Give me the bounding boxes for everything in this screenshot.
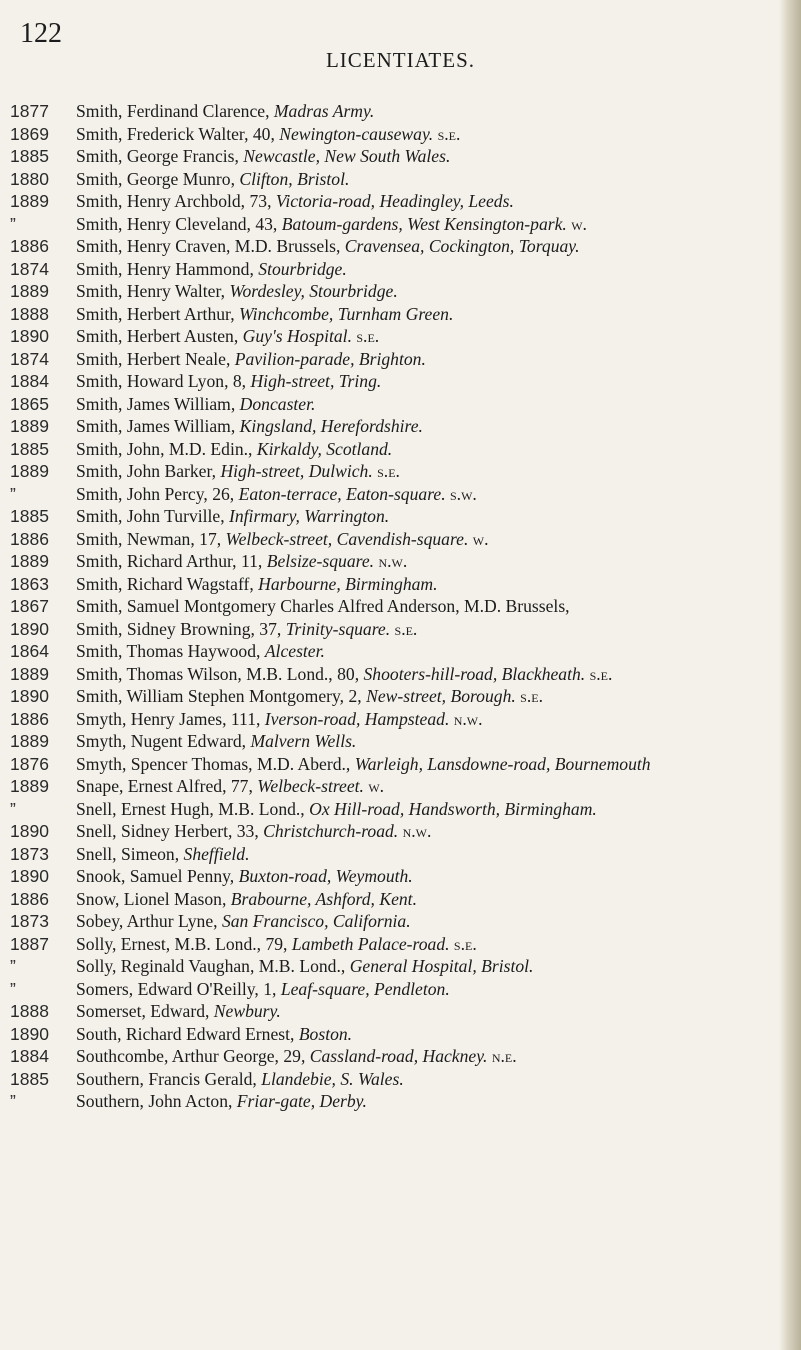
entry-year: 1869 xyxy=(10,123,49,144)
entry-name: Southcombe, Arthur George, 29, xyxy=(76,1046,310,1066)
list-item xyxy=(0,753,801,776)
entry-text xyxy=(34,1000,801,1023)
entry-text xyxy=(34,978,801,1001)
entry-text xyxy=(34,865,801,888)
entry-address: Ox Hill-road, Handsworth, Birmingham. xyxy=(309,798,597,819)
entry-text xyxy=(34,415,801,438)
entry-district: w. xyxy=(566,213,587,234)
list-item xyxy=(0,190,801,213)
entry-address: Belsize-square. xyxy=(266,551,375,571)
entry-district: s.w. xyxy=(445,483,477,504)
list-item xyxy=(0,168,801,191)
entry-name: Snell, Sidney Herbert, 33, xyxy=(76,821,264,841)
entry-name: Somerset, Edward, xyxy=(76,1001,214,1021)
entry-year: 1874 xyxy=(10,348,49,369)
entry-address: Harbourne, Birmingham. xyxy=(258,573,438,594)
entry-text xyxy=(34,730,801,753)
entry-name: Snell, Ernest Hugh, M.B. Lond., xyxy=(76,798,310,819)
entry-district: s.e. xyxy=(449,933,477,954)
entry-text xyxy=(34,303,801,326)
entry-year: 1889 xyxy=(10,281,49,301)
entry-text xyxy=(34,235,801,258)
entry-text xyxy=(34,843,801,866)
entry-district: n.w. xyxy=(374,551,408,571)
entry-name: Smyth, Nugent Edward, xyxy=(76,731,251,751)
list-item xyxy=(0,798,801,821)
entry-text xyxy=(34,348,801,371)
entry-year: 1886 xyxy=(10,708,49,729)
entry-address: Infirmary, Warrington. xyxy=(229,506,390,526)
entry-name: Smith, Newman, 17, xyxy=(76,528,226,549)
entry-year: 1890 xyxy=(10,821,49,841)
entry-year: ” xyxy=(10,1091,16,1111)
entry-name: Smith, William Stephen Montgomery, 2, xyxy=(76,686,367,706)
list-item xyxy=(0,708,801,731)
list-item xyxy=(0,955,801,978)
entry-text xyxy=(34,393,801,416)
entry-address: Wordesley, Stourbridge. xyxy=(229,281,398,301)
entry-address: Newcastle, New South Wales. xyxy=(243,146,451,166)
entry-year: 1886 xyxy=(10,236,49,256)
entry-year: 1867 xyxy=(10,596,49,616)
entry-address: Welbeck-street, Cavendish-square. xyxy=(225,528,469,549)
list-item xyxy=(0,325,801,348)
list-item xyxy=(0,235,801,258)
entry-year: 1890 xyxy=(10,686,49,706)
entry-address: Batoum-gardens, West Kensington-park. xyxy=(281,213,567,234)
entry-year: 1889 xyxy=(10,461,49,481)
entry-name: Snook, Samuel Penny, xyxy=(76,866,239,886)
entry-year: 1890 xyxy=(10,326,49,346)
entry-year: 1884 xyxy=(10,371,49,391)
licentiates-list xyxy=(0,100,801,1113)
entry-text xyxy=(34,708,801,731)
list-item xyxy=(0,618,801,641)
list-item xyxy=(0,865,801,888)
list-item xyxy=(0,685,801,708)
entry-address: Madras Army. xyxy=(273,101,375,121)
entry-text xyxy=(34,123,801,146)
entry-text xyxy=(34,145,801,168)
entry-year: 1888 xyxy=(10,303,49,324)
entry-year: 1886 xyxy=(10,528,49,549)
entry-text xyxy=(34,573,801,596)
entry-text xyxy=(34,325,801,348)
entry-name: Smyth, Henry James, 111, xyxy=(76,708,265,729)
list-item xyxy=(0,438,801,461)
entry-address: Malvern Wells. xyxy=(250,731,357,751)
entry-district: n.w. xyxy=(398,821,432,841)
entry-address: General Hospital, Bristol. xyxy=(349,956,534,976)
running-head: LICENTIATES. xyxy=(325,48,476,72)
list-item xyxy=(0,843,801,866)
entry-address: Trinity-square. xyxy=(285,618,391,639)
page-number: 122 xyxy=(20,18,62,49)
entry-address: Alcester. xyxy=(264,641,325,661)
entry-year: 1890 xyxy=(10,618,49,639)
entry-year: 1873 xyxy=(10,911,49,931)
entry-text xyxy=(34,1023,801,1046)
list-item xyxy=(0,663,801,686)
entry-district: s.e. xyxy=(390,618,418,639)
entry-text xyxy=(34,685,801,708)
entry-name: Smith, John Turville, xyxy=(76,506,230,526)
list-item xyxy=(0,213,801,236)
entry-year: 1890 xyxy=(10,1023,49,1044)
entry-district: s.e. xyxy=(585,663,613,684)
entry-name: Smith, John Barker, xyxy=(76,461,221,481)
entry-year: ” xyxy=(10,978,16,999)
entry-text xyxy=(34,955,801,978)
entry-name: Southern, Francis Gerald, xyxy=(76,1068,262,1089)
entry-year: 1889 xyxy=(10,731,49,751)
list-item xyxy=(0,888,801,911)
entry-address: Eaton-terrace, Eaton-square. xyxy=(238,483,446,504)
entry-text xyxy=(34,505,801,528)
entry-address: Cassland-road, Hackney. xyxy=(309,1046,488,1066)
entry-text xyxy=(34,280,801,303)
entry-year: 1886 xyxy=(10,888,49,909)
entry-address: Lambeth Palace-road. xyxy=(291,933,450,954)
list-item xyxy=(0,528,801,551)
entry-address: Brabourne, Ashford, Kent. xyxy=(230,888,417,909)
entry-address: Clifton, Bristol. xyxy=(239,168,350,189)
entry-text xyxy=(34,933,801,956)
entry-address: Kirkaldy, Scotland. xyxy=(256,438,393,459)
entry-name: Smith, Henry Archbold, 73, xyxy=(76,191,276,211)
entry-address: Friar-gate, Derby. xyxy=(236,1091,367,1111)
entry-name: Smith, Henry Craven, M.D. Brussels, xyxy=(76,236,345,256)
entry-name: Solly, Reginald Vaughan, M.B. Lond., xyxy=(76,956,350,976)
entry-text xyxy=(34,370,801,393)
list-item xyxy=(0,775,801,798)
entry-address: Victoria-road, Headingley, Leeds. xyxy=(275,191,514,211)
entry-name: Smith, Henry Hammond, xyxy=(76,258,259,279)
entry-text xyxy=(34,1090,801,1113)
list-item xyxy=(0,730,801,753)
entry-text xyxy=(34,528,801,551)
entry-name: Smith, Sidney Browning, 37, xyxy=(76,618,286,639)
entry-text xyxy=(34,640,801,663)
entry-district: s.e. xyxy=(372,461,400,481)
entry-address: High-street, Tring. xyxy=(250,371,382,391)
entry-text xyxy=(34,910,801,933)
entry-name: Smith, Samuel Montgomery Charles Alfred Anderson, M.D. Brussels, xyxy=(76,596,570,616)
entry-name: Smith, Herbert Neale, xyxy=(76,348,235,369)
entry-year: 1889 xyxy=(10,416,49,436)
entry-name: Smith, John Percy, 26, xyxy=(76,483,239,504)
entry-text xyxy=(34,1045,801,1068)
list-item xyxy=(0,505,801,528)
entry-year: 1885 xyxy=(10,506,49,526)
entry-year: 1885 xyxy=(10,1068,49,1089)
entry-address: Doncaster. xyxy=(239,393,316,414)
entry-year: 1889 xyxy=(10,551,49,571)
entry-district: w. xyxy=(363,776,385,796)
entry-year: 1873 xyxy=(10,843,49,864)
entry-text xyxy=(34,258,801,281)
entry-address: Sheffield. xyxy=(183,843,250,864)
entry-name: Smith, Herbert Austen, xyxy=(76,326,243,346)
entry-year: ” xyxy=(10,956,16,976)
entry-district: s.e. xyxy=(351,326,380,346)
list-item xyxy=(0,483,801,506)
entry-year: 1865 xyxy=(10,393,49,414)
entry-name: Snape, Ernest Alfred, 77, xyxy=(76,776,258,796)
list-item xyxy=(0,1045,801,1068)
entry-name: Smith, Richard Arthur, 11, xyxy=(76,551,267,571)
entry-year: 1884 xyxy=(10,1046,49,1066)
entry-year: 1874 xyxy=(10,258,49,279)
entry-name: Smith, Richard Wagstaff, xyxy=(76,573,259,594)
entry-address: Pavilion-parade, Brighton. xyxy=(234,348,426,369)
entry-district: s.e. xyxy=(433,123,461,144)
entry-address: Winchcombe, Turnham Green. xyxy=(239,303,454,324)
entry-year: 1880 xyxy=(10,168,49,189)
entry-text xyxy=(34,775,801,798)
entry-name: Smith, Henry Walter, xyxy=(76,281,230,301)
list-item xyxy=(0,978,801,1001)
entry-year: 1885 xyxy=(10,438,49,459)
entry-year: 1889 xyxy=(10,663,49,684)
entry-year: 1889 xyxy=(10,776,49,796)
entry-name: Smith, Herbert Arthur, xyxy=(76,303,239,324)
list-item xyxy=(0,258,801,281)
entry-name: Smith, Henry Cleveland, 43, xyxy=(76,213,282,234)
list-item xyxy=(0,100,801,123)
entry-text xyxy=(34,460,801,483)
entry-address: Newington-causeway. xyxy=(279,123,434,144)
entry-address: Llandebie, S. Wales. xyxy=(261,1068,404,1089)
entry-text xyxy=(34,438,801,461)
entry-district: n.w. xyxy=(449,708,483,729)
entry-address: Stourbridge. xyxy=(258,258,347,279)
entry-year: 1877 xyxy=(10,101,49,121)
entry-name: Smith, George Francis, xyxy=(76,146,244,166)
entry-address: Leaf-square, Pendleton. xyxy=(280,978,450,999)
entry-name: Smith, Howard Lyon, 8, xyxy=(76,371,251,391)
list-item xyxy=(0,370,801,393)
entry-year: 1864 xyxy=(10,641,49,661)
list-item xyxy=(0,1090,801,1113)
entry-name: Sobey, Arthur Lyne, xyxy=(76,911,222,931)
entry-name: Smith, Frederick Walter, 40, xyxy=(76,123,280,144)
list-item xyxy=(0,348,801,371)
list-item xyxy=(0,393,801,416)
entry-text xyxy=(34,550,801,573)
list-item xyxy=(0,933,801,956)
entry-name: Smith, James William, xyxy=(76,416,240,436)
entry-address: Guy's Hospital. xyxy=(242,326,352,346)
list-item xyxy=(0,415,801,438)
entry-text xyxy=(34,100,801,123)
list-item xyxy=(0,573,801,596)
entry-text xyxy=(34,483,801,506)
entry-text xyxy=(34,168,801,191)
entry-year: 1888 xyxy=(10,1001,49,1021)
entry-name: South, Richard Edward Ernest, xyxy=(76,1023,299,1044)
list-item xyxy=(0,1000,801,1023)
list-item xyxy=(0,595,801,618)
entry-address: Warleigh, Lansdowne-road, Bournemouth xyxy=(354,753,651,774)
entry-address: Boston. xyxy=(298,1023,353,1044)
entry-text xyxy=(34,595,801,618)
entry-address: Buxton-road, Weymouth. xyxy=(238,866,413,886)
entry-address: High-street, Dulwich. xyxy=(220,461,373,481)
entry-district: w. xyxy=(468,528,489,549)
entry-address: Shooters-hill-road, Blackheath. xyxy=(363,663,586,684)
entry-text xyxy=(34,1068,801,1091)
entry-name: Smith, John, M.D. Edin., xyxy=(76,438,257,459)
entry-text xyxy=(34,213,801,236)
entry-name: Somers, Edward O'Reilly, 1, xyxy=(76,978,281,999)
entry-year: 1876 xyxy=(10,753,49,774)
entry-year: 1863 xyxy=(10,573,49,594)
entry-address: Kingsland, Herefordshire. xyxy=(239,416,423,436)
entry-address: Christchurch-road. xyxy=(263,821,399,841)
entry-name: Smyth, Spencer Thomas, M.D. Aberd., xyxy=(76,753,355,774)
list-item xyxy=(0,303,801,326)
entry-name: Smith, Thomas Wilson, M.B. Lond., 80, xyxy=(76,663,364,684)
list-item xyxy=(0,1023,801,1046)
entry-text xyxy=(34,190,801,213)
entry-year: 1890 xyxy=(10,866,49,886)
entry-year: ” xyxy=(10,798,16,819)
entry-text xyxy=(34,753,801,776)
list-item xyxy=(0,550,801,573)
list-item xyxy=(0,1068,801,1091)
entry-text xyxy=(34,888,801,911)
entry-address: San Francisco, California. xyxy=(221,911,411,931)
entry-text xyxy=(34,820,801,843)
entry-district: s.e. xyxy=(515,686,543,706)
list-item xyxy=(0,910,801,933)
entry-name: Snow, Lionel Mason, xyxy=(76,888,231,909)
entry-name: Solly, Ernest, M.B. Lond., 79, xyxy=(76,933,292,954)
entry-name: Southern, John Acton, xyxy=(76,1091,237,1111)
entry-name: Smith, James William, xyxy=(76,393,240,414)
list-item xyxy=(0,145,801,168)
entry-year: 1889 xyxy=(10,191,49,211)
entry-text xyxy=(34,618,801,641)
entry-year: 1885 xyxy=(10,146,49,166)
entry-name: Smith, Ferdinand Clarence, xyxy=(76,101,274,121)
entry-address: Newbury. xyxy=(213,1001,281,1021)
entry-address: Cravensea, Cockington, Torquay. xyxy=(344,236,580,256)
entry-text xyxy=(34,798,801,821)
list-item xyxy=(0,280,801,303)
entry-name: Smith, Thomas Haywood, xyxy=(76,641,265,661)
entry-address: Welbeck-street. xyxy=(257,776,364,796)
list-item xyxy=(0,123,801,146)
entry-address: New-street, Borough. xyxy=(366,686,516,706)
list-item xyxy=(0,820,801,843)
entry-text xyxy=(34,663,801,686)
entry-year: ” xyxy=(10,213,16,234)
entry-name: Smith, George Munro, xyxy=(76,168,240,189)
entry-year: ” xyxy=(10,483,16,504)
entry-name: Snell, Simeon, xyxy=(76,843,184,864)
list-item xyxy=(0,640,801,663)
entry-year: 1887 xyxy=(10,933,49,954)
entry-district: n.e. xyxy=(487,1046,517,1066)
list-item xyxy=(0,460,801,483)
entry-address: Iverson-road, Hampstead. xyxy=(264,708,450,729)
